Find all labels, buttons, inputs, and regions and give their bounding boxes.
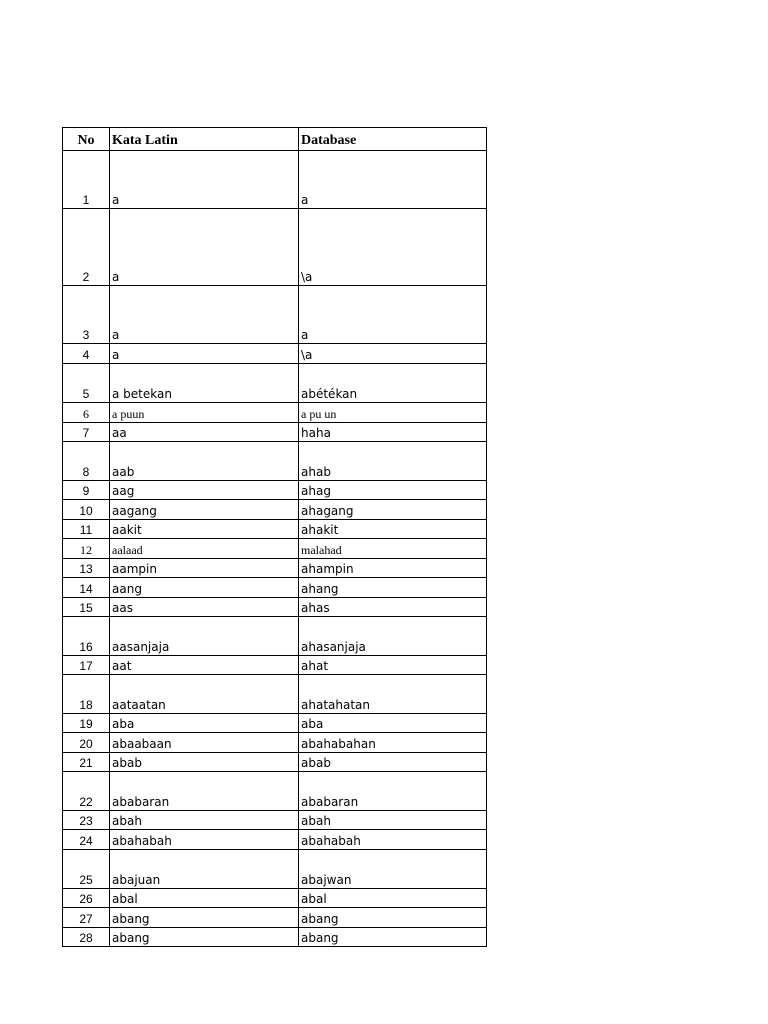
- kata-latin-cell: abang: [110, 928, 299, 947]
- kata-latin-cell: aba: [110, 714, 299, 733]
- table-row: [63, 442, 487, 481]
- word-table: [62, 127, 487, 947]
- database-cell: ahakit: [299, 520, 487, 539]
- database-cell: ahasanjaja: [299, 617, 487, 656]
- database-cell: ahagang: [299, 500, 487, 520]
- database-cell: ahat: [299, 656, 487, 675]
- kata-latin-cell: aalaad: [110, 539, 299, 559]
- kata-latin-cell: abaabaan: [110, 733, 299, 753]
- kata-latin-cell: abajuan: [110, 850, 299, 889]
- kata-latin-cell: aat: [110, 656, 299, 675]
- table-row: [63, 286, 487, 344]
- header-row: [63, 128, 487, 151]
- table-row: [63, 617, 487, 656]
- database-cell: ahang: [299, 578, 487, 598]
- row-number: 24: [63, 830, 110, 850]
- kata-latin-cell: a: [110, 151, 299, 209]
- database-cell: abal: [299, 889, 487, 908]
- kata-latin-cell: aakit: [110, 520, 299, 539]
- table-row: [63, 539, 487, 559]
- row-number: 20: [63, 733, 110, 753]
- row-number: 9: [63, 481, 110, 500]
- database-cell: malahad: [299, 539, 487, 559]
- database-cell: abang: [299, 908, 487, 928]
- row-number: 1: [63, 151, 110, 209]
- row-number: 27: [63, 908, 110, 928]
- row-number: 19: [63, 714, 110, 733]
- row-number: 11: [63, 520, 110, 539]
- database-cell: abajwan: [299, 850, 487, 889]
- row-number: 28: [63, 928, 110, 947]
- row-number: 21: [63, 753, 110, 772]
- row-number: 17: [63, 656, 110, 675]
- table-row: [63, 209, 487, 286]
- row-number: 26: [63, 889, 110, 908]
- row-number: 13: [63, 559, 110, 578]
- kata-latin-cell: a puun: [110, 403, 299, 423]
- database-cell: ahas: [299, 598, 487, 617]
- kata-latin-cell: aang: [110, 578, 299, 598]
- table-row: [63, 656, 487, 675]
- kata-latin-cell: a: [110, 286, 299, 344]
- table-row: [63, 151, 487, 209]
- table-row: [63, 714, 487, 733]
- table-row: [63, 830, 487, 850]
- kata-latin-cell: aagang: [110, 500, 299, 520]
- header-database: Database: [299, 128, 487, 151]
- table-row: [63, 481, 487, 500]
- table-row: [63, 598, 487, 617]
- table-row: [63, 772, 487, 811]
- table-row: [63, 733, 487, 753]
- database-cell: abah: [299, 811, 487, 830]
- row-number: 23: [63, 811, 110, 830]
- row-number: 6: [63, 403, 110, 423]
- table-row: [63, 889, 487, 908]
- database-cell: \a: [299, 209, 487, 286]
- table-row: [63, 675, 487, 714]
- row-number: 5: [63, 364, 110, 403]
- database-cell: abab: [299, 753, 487, 772]
- row-number: 3: [63, 286, 110, 344]
- database-cell: abahabah: [299, 830, 487, 850]
- kata-latin-cell: aampin: [110, 559, 299, 578]
- database-cell: abang: [299, 928, 487, 947]
- table-row: [63, 811, 487, 830]
- table-row: [63, 908, 487, 928]
- table-row: [63, 500, 487, 520]
- header-no: No: [63, 128, 110, 151]
- table-header: [63, 128, 487, 151]
- row-number: 12: [63, 539, 110, 559]
- row-number: 18: [63, 675, 110, 714]
- table-row: [63, 753, 487, 772]
- kata-latin-cell: a: [110, 209, 299, 286]
- table-row: [63, 423, 487, 442]
- table-row: [63, 850, 487, 889]
- table-row: [63, 578, 487, 598]
- table-row: [63, 559, 487, 578]
- database-cell: \a: [299, 344, 487, 364]
- kata-latin-cell: aasanjaja: [110, 617, 299, 656]
- kata-latin-cell: aag: [110, 481, 299, 500]
- kata-latin-cell: aa: [110, 423, 299, 442]
- table-row: [63, 403, 487, 423]
- database-cell: a: [299, 286, 487, 344]
- row-number: 25: [63, 850, 110, 889]
- database-cell: a pu un: [299, 403, 487, 423]
- kata-latin-cell: abab: [110, 753, 299, 772]
- header-kata-latin: Kata Latin: [110, 128, 299, 151]
- kata-latin-cell: aas: [110, 598, 299, 617]
- kata-latin-cell: aab: [110, 442, 299, 481]
- database-cell: abahabahan: [299, 733, 487, 753]
- database-cell: a: [299, 151, 487, 209]
- kata-latin-cell: ababaran: [110, 772, 299, 811]
- table-row: [63, 928, 487, 947]
- row-number: 15: [63, 598, 110, 617]
- table-row: [63, 520, 487, 539]
- row-number: 14: [63, 578, 110, 598]
- row-number: 2: [63, 209, 110, 286]
- row-number: 16: [63, 617, 110, 656]
- database-cell: aba: [299, 714, 487, 733]
- row-number: 4: [63, 344, 110, 364]
- database-cell: ahag: [299, 481, 487, 500]
- database-cell: ahab: [299, 442, 487, 481]
- database-cell: ahampin: [299, 559, 487, 578]
- kata-latin-cell: abang: [110, 908, 299, 928]
- kata-latin-cell: abal: [110, 889, 299, 908]
- row-number: 10: [63, 500, 110, 520]
- kata-latin-cell: a betekan: [110, 364, 299, 403]
- kata-latin-cell: abah: [110, 811, 299, 830]
- database-cell: abétékan: [299, 364, 487, 403]
- row-number: 22: [63, 772, 110, 811]
- kata-latin-cell: aataatan: [110, 675, 299, 714]
- row-number: 7: [63, 423, 110, 442]
- database-cell: ahatahatan: [299, 675, 487, 714]
- database-cell: ababaran: [299, 772, 487, 811]
- table-row: [63, 344, 487, 364]
- table-row: [63, 364, 487, 403]
- database-cell: haha: [299, 423, 487, 442]
- kata-latin-cell: a: [110, 344, 299, 364]
- kata-latin-cell: abahabah: [110, 830, 299, 850]
- table-body: [63, 151, 487, 947]
- row-number: 8: [63, 442, 110, 481]
